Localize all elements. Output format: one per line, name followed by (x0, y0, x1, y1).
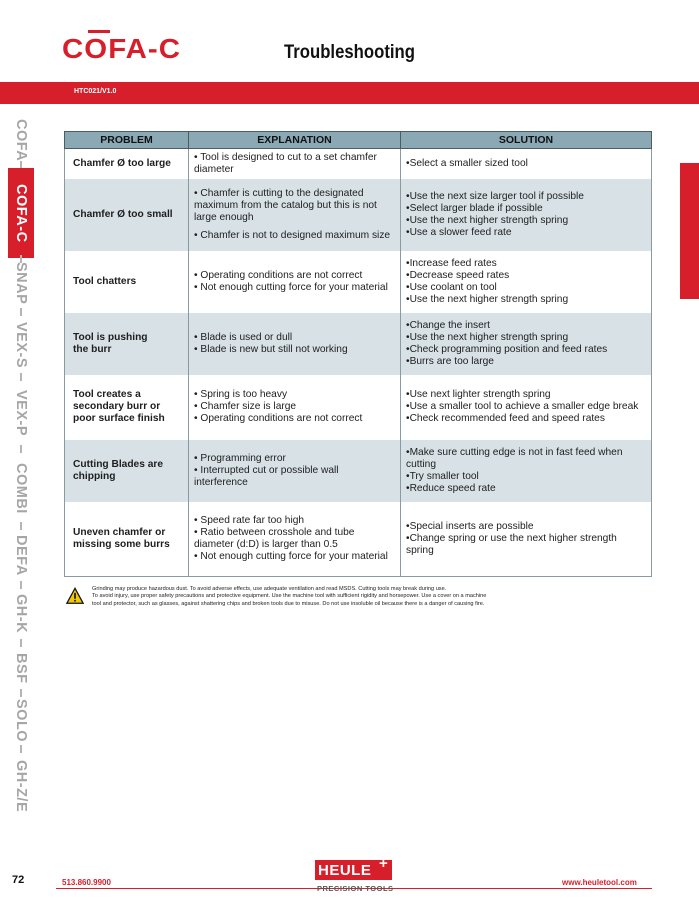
brand-subtitle: PRECISION TOOLS (317, 884, 394, 893)
solution-line: •Select a smaller sized tool (406, 157, 528, 169)
solution-cell (401, 502, 652, 577)
solution-cell (401, 313, 652, 375)
table-row (65, 313, 652, 375)
sidebar-item-label: DEFA (13, 534, 29, 576)
solution-line: •Use a slower feed rate (406, 226, 512, 238)
explanation-line: • Ratio between crosshole and tube diameter (d:D) is larger than 0.5 (194, 526, 355, 550)
sidebar-item-vex-s[interactable] (8, 318, 34, 372)
warning-line: To avoid injury, use proper safety precautions and protective equipment. Use the machine tool with sufficient rigidity and horsepower. Use a cover on a machine (92, 593, 487, 600)
sidebar-item-label: VEX-P (13, 389, 29, 436)
troubleshooting-table (64, 131, 652, 577)
problem-line: secondary burr or (73, 401, 161, 412)
problem-line: Tool chatters (73, 275, 137, 287)
explanation-line: • Operating conditions are not correct (194, 413, 363, 424)
solution-line: •Change the insert (406, 319, 490, 331)
problem-line: Chamfer Ø too large (73, 157, 171, 169)
solution-line: •Check recommended feed and speed rates (406, 413, 605, 424)
warning-triangle-icon (66, 587, 84, 605)
sidebar-item-label: GH-K (13, 594, 29, 634)
solution-line: •Increase feed rates (406, 257, 497, 269)
problem-cell (65, 149, 189, 179)
solution-cell (401, 179, 652, 251)
problem-cell (65, 440, 189, 502)
document-code: HTC021/V1.0 (74, 88, 117, 95)
problem-cell (65, 179, 189, 251)
sidebar-item-cofa-c[interactable] (8, 168, 34, 258)
solution-line: •Make sure cutting edge is not in fast feed when cutting (406, 446, 623, 470)
sidebar-separator (20, 745, 22, 753)
solution-cell (401, 440, 652, 502)
table-header-row (65, 132, 652, 149)
problem-line: Uneven chamfer or (73, 526, 166, 538)
sidebar-item-gh-k[interactable] (8, 590, 34, 638)
problem-cell (65, 251, 189, 313)
problem-cell (65, 502, 189, 577)
table-row (65, 179, 652, 251)
explanation-line: • Programming error (194, 452, 286, 464)
sidebar-separator (20, 689, 22, 697)
explanation-cell (189, 149, 401, 179)
warning-line: Grinding may produce hazardous dust. To avoid adverse effects, use adequate ventilation and read MSDS. Cutting tools may break during use. (92, 586, 447, 592)
problem-line: poor surface finish (73, 413, 165, 424)
sidebar-item-label: COFA-C (13, 183, 29, 243)
sidebar-item-label: BSF (13, 652, 29, 684)
section-tab-marker (680, 163, 699, 299)
solution-line: •Select larger blade if possible (406, 202, 543, 214)
table-row (65, 251, 652, 313)
explanation-cell (189, 313, 401, 375)
explanation-line: • Chamfer is not to designed maximum size (194, 229, 391, 241)
sidebar-item-defa[interactable] (8, 530, 34, 580)
brand-logo: COFA-C (62, 33, 181, 64)
brand-name: HEULE (318, 862, 372, 879)
problem-line: Chamfer Ø too small (73, 208, 173, 220)
explanation-line: • Chamfer size is large (194, 401, 297, 412)
sidebar-separator (20, 581, 22, 589)
explanation-line: • Blade is new but still not working (194, 343, 348, 355)
explanation-line: • Interrupted cut or possible wall interference (194, 464, 339, 488)
explanation-line: • Speed rate far too high (194, 514, 305, 526)
explanation-line: • Not enough cutting force for your material (194, 281, 388, 293)
sidebar-separator (20, 639, 22, 647)
solution-line: •Decrease speed rates (406, 269, 510, 281)
solution-line: •Special inserts are possible (406, 520, 534, 532)
solution-cell (401, 251, 652, 313)
safety-warning-text (92, 586, 542, 608)
sidebar-item-label: GH-Z/E (13, 759, 29, 813)
explanation-cell (189, 502, 401, 577)
table-row (65, 502, 652, 577)
problem-line: the burr (73, 343, 112, 355)
solution-cell (401, 375, 652, 440)
sidebar-item-label: SOLO (13, 699, 29, 743)
table-row (65, 375, 652, 440)
website-link[interactable]: www.heuletool.com (562, 878, 637, 887)
problem-line: chipping (73, 470, 116, 482)
warning-line: tool and protector, such as glasses, against shattering chips and broken tools due to misuse. Do not use insoluble oil because there is a danger of causing fire. (92, 600, 485, 607)
header-explanation: EXPLANATION (189, 132, 401, 149)
solution-line: •Check programming position and feed rates (406, 343, 608, 355)
solution-line: •Use a smaller tool to achieve a smaller edge break (406, 401, 639, 412)
sidebar-item-cofa[interactable] (8, 118, 34, 162)
solution-line: •Use the next size larger tool if possible (406, 190, 584, 202)
solution-line: •Change spring or use the next higher strength spring (406, 532, 617, 556)
sidebar-separator (20, 445, 22, 453)
solution-line: •Burrs are too large (406, 355, 494, 367)
solution-line: •Use the next higher strength spring (406, 293, 569, 305)
page-number: 72 (12, 874, 25, 886)
sidebar-item-label: SNAP (13, 261, 29, 305)
sidebar-item-gh-z-e[interactable] (8, 754, 34, 818)
sidebar-item-bsf[interactable] (8, 648, 34, 688)
sidebar-item-vex-p[interactable] (8, 382, 34, 444)
phone-number: 513.860.9900 (62, 878, 111, 887)
sidebar-item-combi[interactable] (8, 454, 34, 522)
table-row (65, 149, 652, 179)
solution-line: •Use coolant on tool (406, 281, 497, 293)
sidebar-item-snap[interactable] (8, 260, 34, 306)
solution-line: •Use the next higher strength spring (406, 214, 569, 226)
explanation-line: • Spring is too heavy (194, 389, 288, 400)
sidebar-item-label: COMBI (13, 462, 29, 514)
solution-line: •Use the next higher strength spring (406, 331, 569, 343)
plus-icon: + (379, 855, 388, 872)
explanation-cell (189, 251, 401, 313)
explanation-line: • Blade is used or dull (194, 331, 293, 343)
explanation-line: • Operating conditions are not correct (194, 269, 363, 281)
sidebar-item-solo[interactable] (8, 698, 34, 744)
explanation-line: • Tool is designed to cut to a set chamfer diameter (194, 151, 377, 175)
solution-line: •Use next lighter strength spring (406, 389, 551, 400)
problem-cell (65, 375, 189, 440)
explanation-cell (189, 375, 401, 440)
page-title: Troubleshooting (284, 42, 415, 63)
solution-cell (401, 149, 652, 179)
solution-line: •Try smaller tool (406, 470, 479, 482)
sidebar-separator (20, 522, 22, 530)
problem-cell (65, 313, 189, 375)
header-solution: SOLUTION (401, 132, 652, 149)
product-sidebar (8, 118, 34, 818)
explanation-cell (189, 440, 401, 502)
problem-line: Tool creates a (73, 389, 141, 400)
table-row (65, 440, 652, 502)
problem-line: Tool is pushing (73, 331, 148, 343)
sidebar-separator (20, 373, 22, 381)
sidebar-separator (20, 308, 22, 316)
sidebar-item-label: COFA (13, 118, 29, 162)
sidebar-item-label: VEX-S (13, 321, 29, 368)
explanation-cell (189, 179, 401, 251)
problem-line: Cutting Blades are (73, 458, 164, 470)
header-problem: PROBLEM (65, 132, 189, 149)
solution-line: •Reduce speed rate (406, 482, 496, 494)
explanation-line: • Not enough cutting force for your material (194, 550, 388, 562)
problem-line: missing some burrs (73, 538, 170, 550)
explanation-line: • Chamfer is cutting to the designated maximum from the catalog but this is not large enough (194, 187, 377, 223)
